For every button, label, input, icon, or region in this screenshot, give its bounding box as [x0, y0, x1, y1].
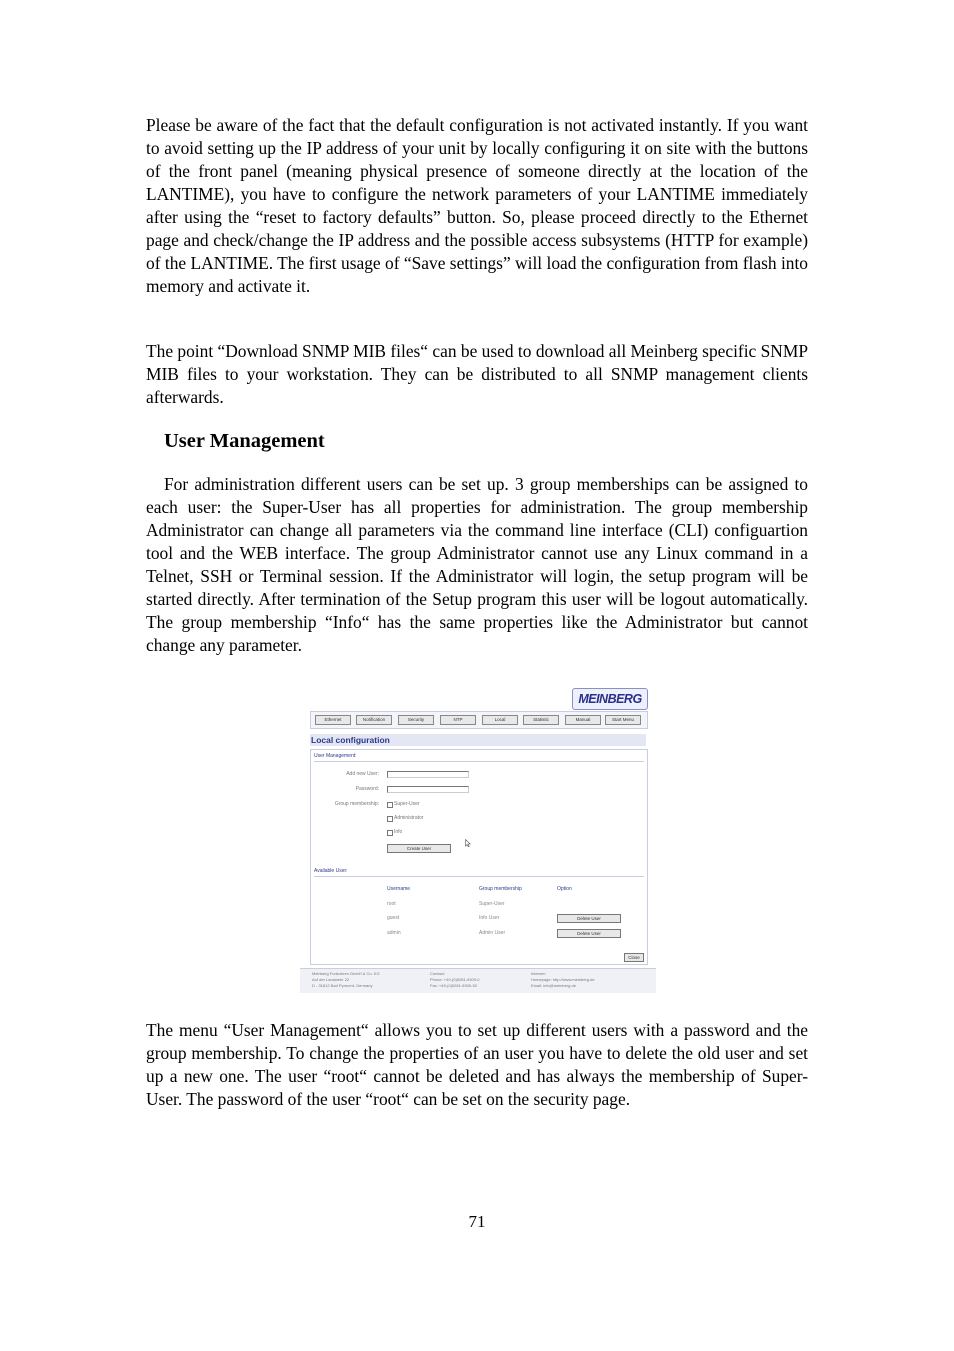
- section-title-bar: Local configuration: [310, 734, 646, 746]
- add-user-label: Add new User:: [346, 771, 379, 777]
- paragraph-user-management-menu: The menu “User Management“ allows you to set up different users with a password and the group membership. To change the properties of an user you have to delete the old user and set up a new one. The user “root“ cannot be deleted and has always the membership of Super-User. The password of the user “root“ can be set on the security page.: [146, 1020, 808, 1109]
- delete-user-button-guest[interactable]: Delete User: [557, 914, 621, 923]
- page-number: 71: [468, 1212, 486, 1231]
- available-user-label: Available User:: [314, 868, 348, 874]
- nav-button-statistic[interactable]: Statistic: [523, 715, 559, 725]
- group-membership-label: Group membership:: [334, 801, 379, 807]
- footer-internet: Internet: Homepage: http://www.meinberg.de Email: info@meinberg.de: [531, 971, 595, 988]
- nav-button-ntp[interactable]: NTP: [440, 715, 476, 725]
- config-panel: [310, 749, 648, 965]
- create-user-button[interactable]: Create User: [387, 844, 451, 853]
- nav-button-security[interactable]: Security: [398, 715, 434, 725]
- administrator-radio[interactable]: [387, 816, 393, 822]
- user-name-admin: admin: [387, 930, 401, 936]
- info-option-label: Info: [394, 829, 403, 835]
- info-radio[interactable]: [387, 830, 393, 836]
- mouse-cursor-icon: [465, 839, 471, 847]
- user-group-guest: Info User: [479, 915, 500, 921]
- nav-button-notification[interactable]: Notification: [356, 715, 392, 725]
- nav-button-start-menu[interactable]: Start Menu: [605, 715, 641, 725]
- section-heading: User Management: [164, 430, 325, 452]
- username-input[interactable]: [387, 771, 469, 778]
- meinberg-logo: MEINBERG: [572, 688, 648, 710]
- administrator-option-label: Administrator: [394, 815, 424, 821]
- column-header-username: Username: [387, 886, 411, 892]
- screenshot-footer: [300, 968, 656, 993]
- nav-button-ethernet[interactable]: Ethernet: [315, 715, 351, 725]
- super-user-radio[interactable]: [387, 802, 393, 808]
- user-group-root: Super-User: [479, 901, 505, 907]
- close-button[interactable]: Close: [624, 953, 644, 962]
- divider: [314, 876, 644, 877]
- super-user-option-label: Super-User: [394, 801, 420, 807]
- divider: [314, 761, 644, 762]
- paragraph-administration: For administration different users can be set up. 3 group memberships can be assigned to each user: the Super-User has all properties for administration. The group membership Administrator can change all parameters via the command line interface (CLI) configuartion tool and the WEB interface. The group Administrator cannot use any Linux command in a Telnet, SSH or Terminal session. If the Administrator will login, the setup program will be started directly. After termination of the Setup program this user will be logout automatically. The group membership “Info“ has the same properties like the Administrator but cannot change any parameter.: [146, 474, 808, 655]
- footer-contact: Contact: Phone: +49-(0)5281-9309-0 Fax: +49-(0)5281-9309-30: [430, 971, 480, 988]
- user-name-root: root: [387, 901, 396, 907]
- paragraph-default-config: Please be aware of the fact that the default configuration is not activated instantly. If you want to avoid setting up the IP address of your unit by locally configuring it on site with the buttons of the front panel (meaning physical presence of someone directly at the location of the LANTIME), you have to configure the network parameters of your LANTIME immediately after using the “reset to factory defaults” button. So, please proceed directly to the Ethernet page and check/change the IP address and the possible access subsystems (HTTP for example) of the LANTIME. The first usage of “Save settings” will load the configuration from flash into memory and activate it.: [146, 115, 808, 296]
- user-group-admin: Admin User: [479, 930, 506, 936]
- password-input[interactable]: [387, 786, 469, 793]
- password-label: Password:: [355, 786, 379, 792]
- paragraph-snmp-mib: The point “Download SNMP MIB files“ can be used to download all Meinberg specific SNMP MIB files to your workstation. They can be distributed to all SNMP management clients afterwards.: [146, 341, 808, 407]
- footer-company: Meinberg Funkuhren GmbH & Co. KG Auf der Landwehr 22 D - 31812 Bad Pyrmont, Germany: [312, 971, 380, 988]
- column-header-option: Option: [557, 886, 572, 892]
- nav-bar: [310, 711, 648, 729]
- delete-user-button-admin[interactable]: Delete User: [557, 929, 621, 938]
- user-management-label: User Management:: [314, 753, 357, 759]
- column-header-group: Group membership: [479, 886, 522, 892]
- nav-button-manual[interactable]: Manual: [565, 715, 601, 725]
- nav-button-local[interactable]: Local: [482, 715, 518, 725]
- user-name-guest: guest: [387, 915, 400, 921]
- user-management-screenshot: [300, 685, 656, 994]
